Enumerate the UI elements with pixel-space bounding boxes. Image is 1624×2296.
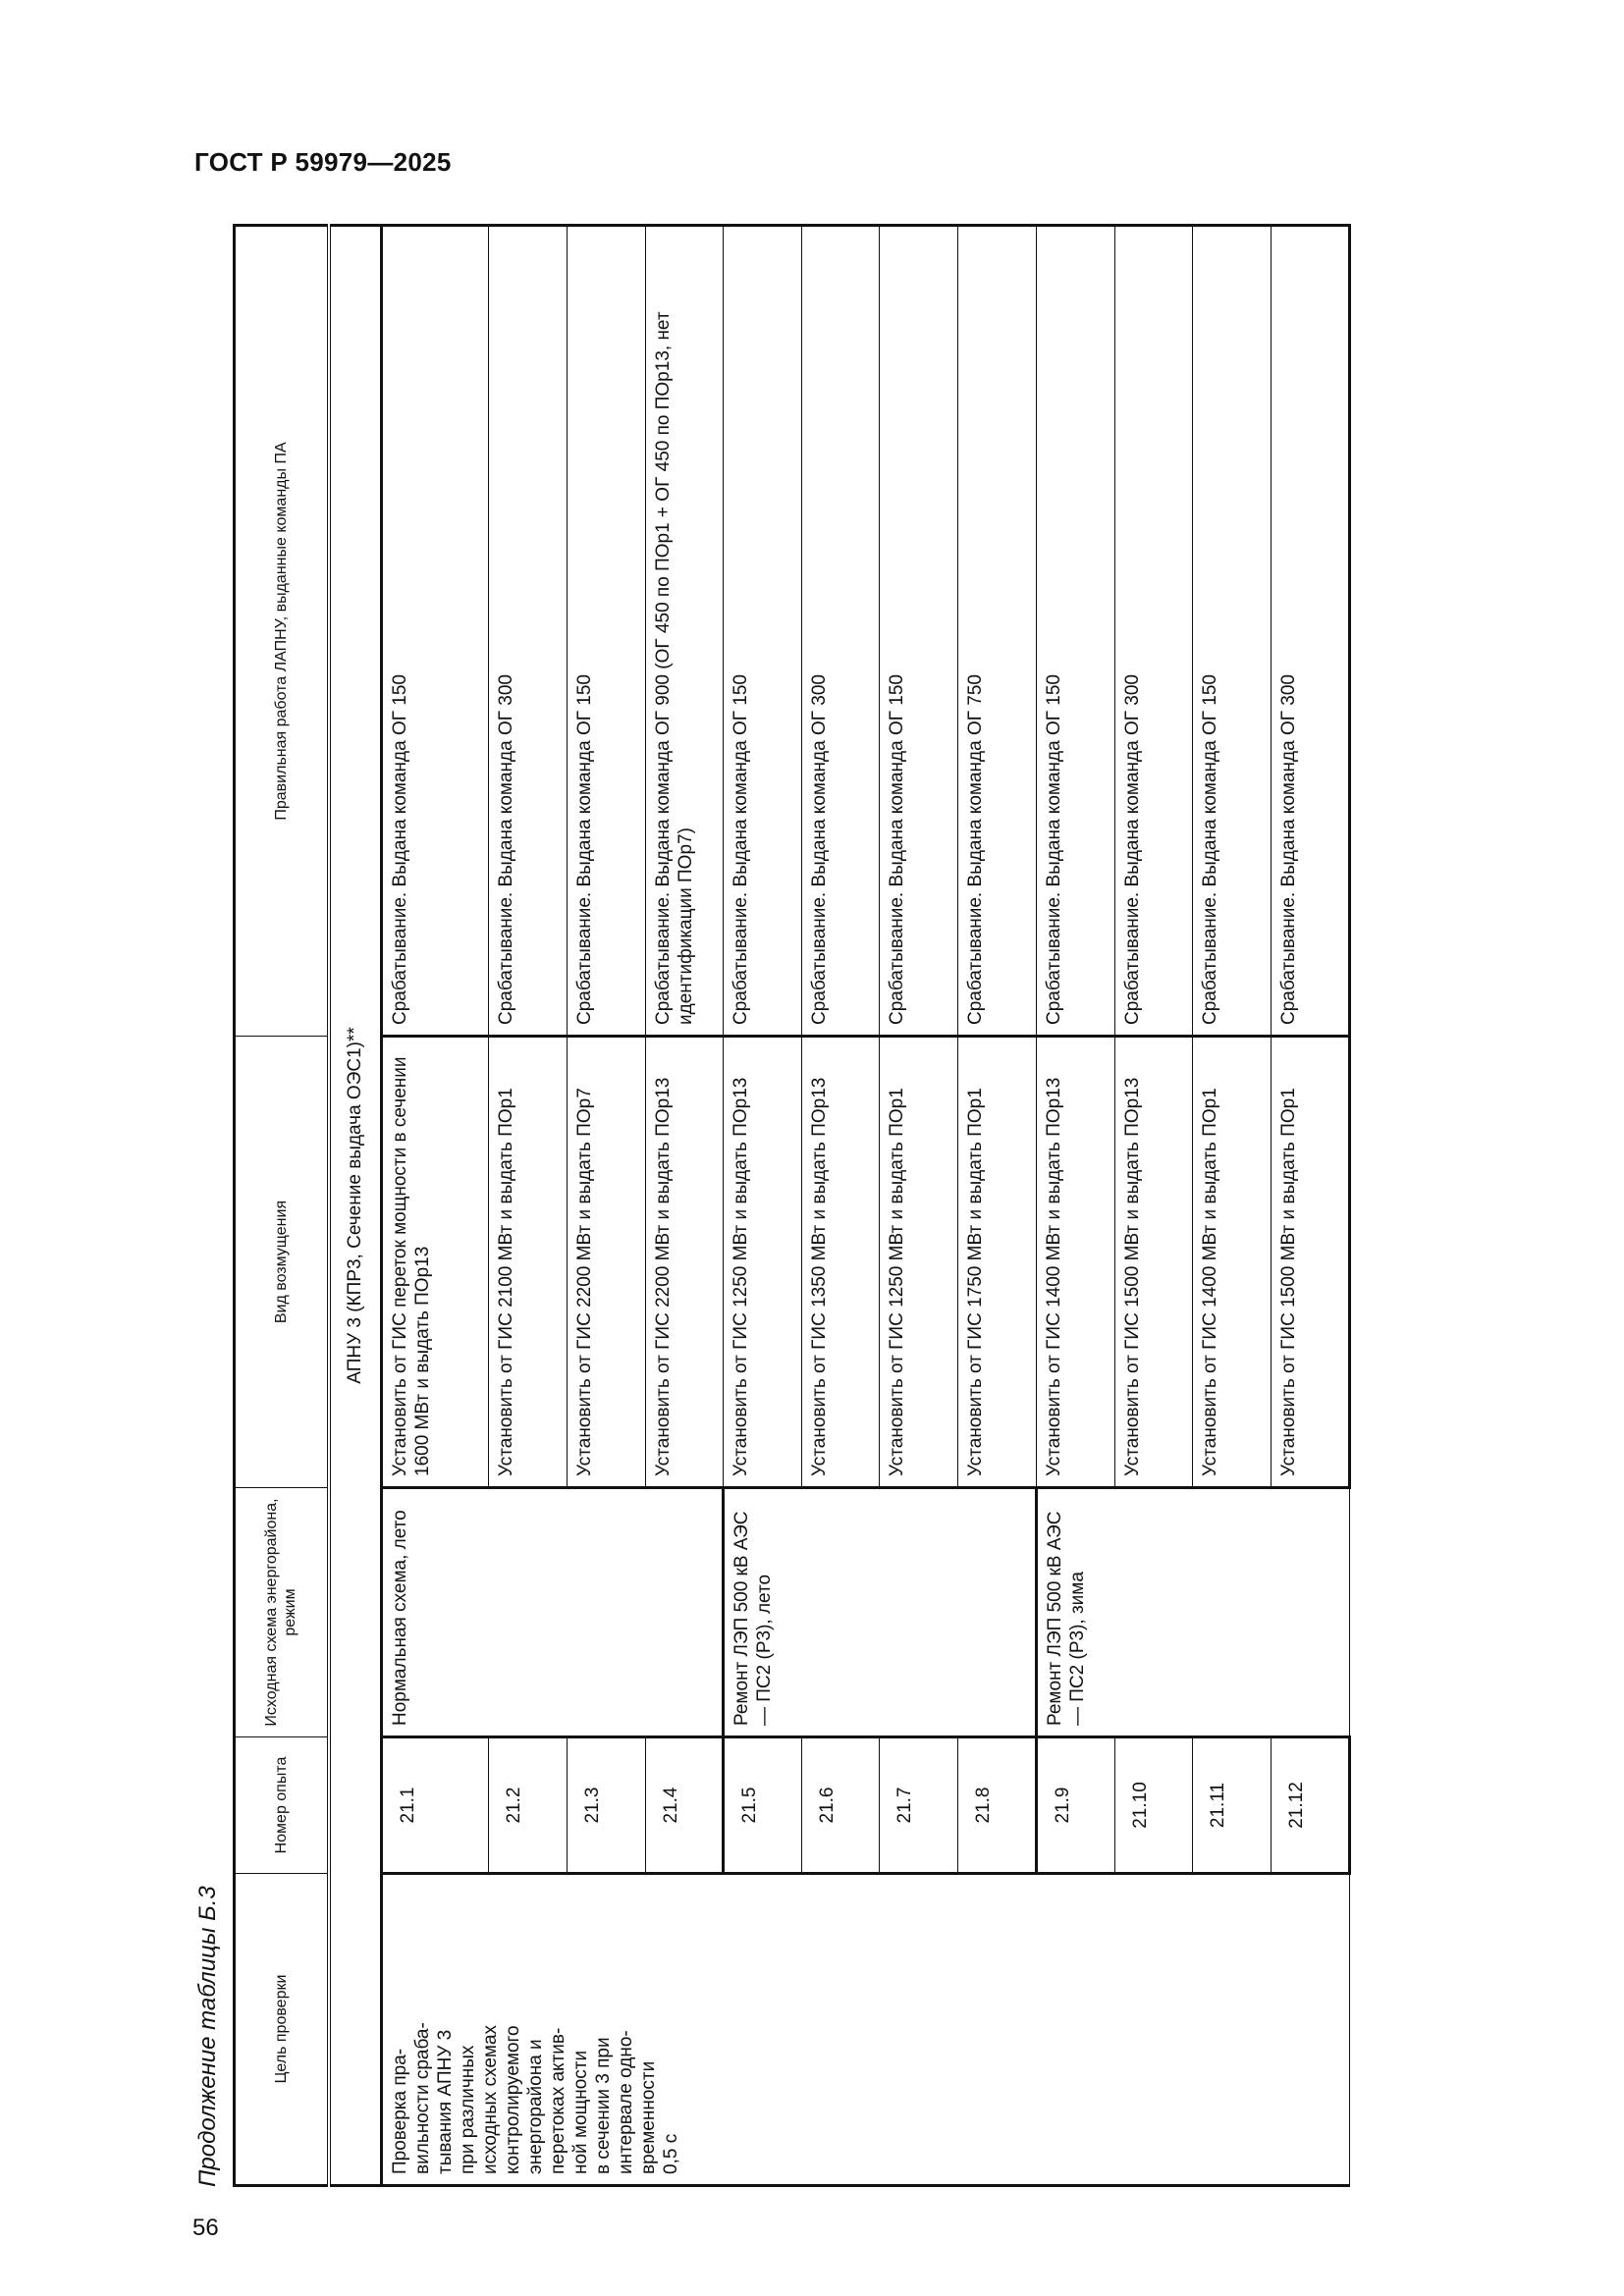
- disturbance-cell: Установить от ГИС 1350 МВт и выдать ПОр13: [802, 1037, 880, 1488]
- disturbance-cell: Установить от ГИС 1250 МВт и выдать ПОр13: [724, 1037, 802, 1488]
- result-cell: Срабатывание. Выдана команда ОГ 300: [1115, 226, 1193, 1037]
- column-header-disturbance: Вид возмущения: [235, 1037, 329, 1488]
- result-cell: Срабатывание. Выдана команда ОГ 900 (ОГ 450 по ПОр1 + ОГ 450 по ПОр13, нет идентификации ПОр7): [646, 226, 724, 1037]
- experiment-number: 21.3: [568, 1737, 646, 1874]
- goal-line: Проверка пра-: [390, 2048, 410, 2174]
- table-caption: Продолжение таблицы Б.3: [194, 1886, 221, 2187]
- scheme-cell: Ремонт ЛЭП 500 кВ АЭС — ПС2 (Р3), лето: [724, 1488, 1037, 1737]
- result-cell: Срабатывание. Выдана команда ОГ 150: [880, 226, 958, 1037]
- result-cell: Срабатывание. Выдана команда ОГ 150: [1193, 226, 1272, 1037]
- experiment-number: 21.7: [880, 1737, 958, 1874]
- disturbance-cell: Установить от ГИС 1500 МВт и выдать ПОр1: [1272, 1037, 1350, 1488]
- result-cell: Срабатывание. Выдана команда ОГ 300: [1272, 226, 1350, 1037]
- disturbance-cell: Установить от ГИС переток мощности в сечении 1600 МВт и выдать ПОр13: [382, 1037, 489, 1488]
- group-title: АПНУ 3 (КПР3, Сечение выдача ОЭС1)**: [329, 226, 382, 2186]
- experiment-number: 21.8: [958, 1737, 1037, 1874]
- column-header-result: Правильная работа ЛАПНУ, выданные команды ПА: [235, 226, 329, 1037]
- experiment-number: 21.5: [724, 1737, 802, 1874]
- goal-line: интервале одно-: [616, 2030, 636, 2174]
- result-cell: Срабатывание. Выдана команда ОГ 300: [489, 226, 568, 1037]
- experiment-number: 21.10: [1115, 1737, 1193, 1874]
- table-header-row: [235, 226, 329, 2186]
- goal-line: тывания АПНУ 3: [435, 2029, 456, 2174]
- column-header-goal: Цель проверки: [235, 1874, 329, 2186]
- goal-line: при различных: [458, 2045, 478, 2174]
- goal-cell: [382, 1874, 1350, 2186]
- column-header-scheme: Исходная схема энергорайона, режим: [235, 1488, 329, 1737]
- disturbance-cell: Установить от ГИС 1250 МВт и выдать ПОр1: [880, 1037, 958, 1488]
- goal-line: контролируемого: [503, 2025, 523, 2174]
- column-header-number: Номер опыта: [235, 1737, 329, 1874]
- disturbance-cell: Установить от ГИС 1500 МВт и выдать ПОр13: [1115, 1037, 1193, 1488]
- disturbance-cell: Установить от ГИС 1400 МВт и выдать ПОр13: [1037, 1037, 1115, 1488]
- experiment-number: 21.12: [1272, 1737, 1350, 1874]
- table-container: [233, 227, 1348, 2187]
- result-cell: Срабатывание. Выдана команда ОГ 150: [568, 226, 646, 1037]
- goal-line: энергорайона и: [525, 2039, 546, 2174]
- disturbance-cell: Установить от ГИС 2200 МВт и выдать ПОр7: [568, 1037, 646, 1488]
- goal-line: перетоках актив-: [548, 2027, 568, 2174]
- table-row: [382, 226, 489, 2186]
- goal-line: 0,5 с: [661, 2133, 681, 2174]
- test-results-table: [233, 224, 1351, 2187]
- goal-line: исходных схемах: [480, 2024, 501, 2174]
- disturbance-cell: Установить от ГИС 2100 МВт и выдать ПОр1: [489, 1037, 568, 1488]
- experiment-number: 21.1: [382, 1737, 489, 1874]
- experiment-number: 21.6: [802, 1737, 880, 1874]
- result-cell: Срабатывание. Выдана команда ОГ 150: [382, 226, 489, 1037]
- result-cell: Срабатывание. Выдана команда ОГ 150: [724, 226, 802, 1037]
- experiment-number: 21.4: [646, 1737, 724, 1874]
- disturbance-cell: Установить от ГИС 1750 МВт и выдать ПОр1: [958, 1037, 1037, 1488]
- result-cell: Срабатывание. Выдана команда ОГ 150: [1037, 226, 1115, 1037]
- experiment-number: 21.11: [1193, 1737, 1272, 1874]
- experiment-number: 21.2: [489, 1737, 568, 1874]
- scheme-cell: Нормальная схема, лето: [382, 1488, 724, 1737]
- scheme-cell: Ремонт ЛЭП 500 кВ АЭС — ПС2 (Р3), зима: [1037, 1488, 1350, 1737]
- document-title: ГОСТ Р 59979—2025: [194, 147, 452, 177]
- page-number: 56: [192, 2215, 219, 2241]
- table-group-row: [329, 226, 382, 2186]
- result-cell: Срабатывание. Выдана команда ОГ 750: [958, 226, 1037, 1037]
- goal-line: временности: [638, 2060, 659, 2174]
- goal-line: в сечении 3 при: [593, 2037, 614, 2174]
- result-cell: Срабатывание. Выдана команда ОГ 300: [802, 226, 880, 1037]
- goal-line: вильности сраба-: [412, 2022, 433, 2174]
- disturbance-cell: Установить от ГИС 2200 МВт и выдать ПОр13: [646, 1037, 724, 1488]
- experiment-number: 21.9: [1037, 1737, 1115, 1874]
- goal-line: ной мощности: [570, 2050, 591, 2174]
- disturbance-cell: Установить от ГИС 1400 МВт и выдать ПОр1: [1193, 1037, 1272, 1488]
